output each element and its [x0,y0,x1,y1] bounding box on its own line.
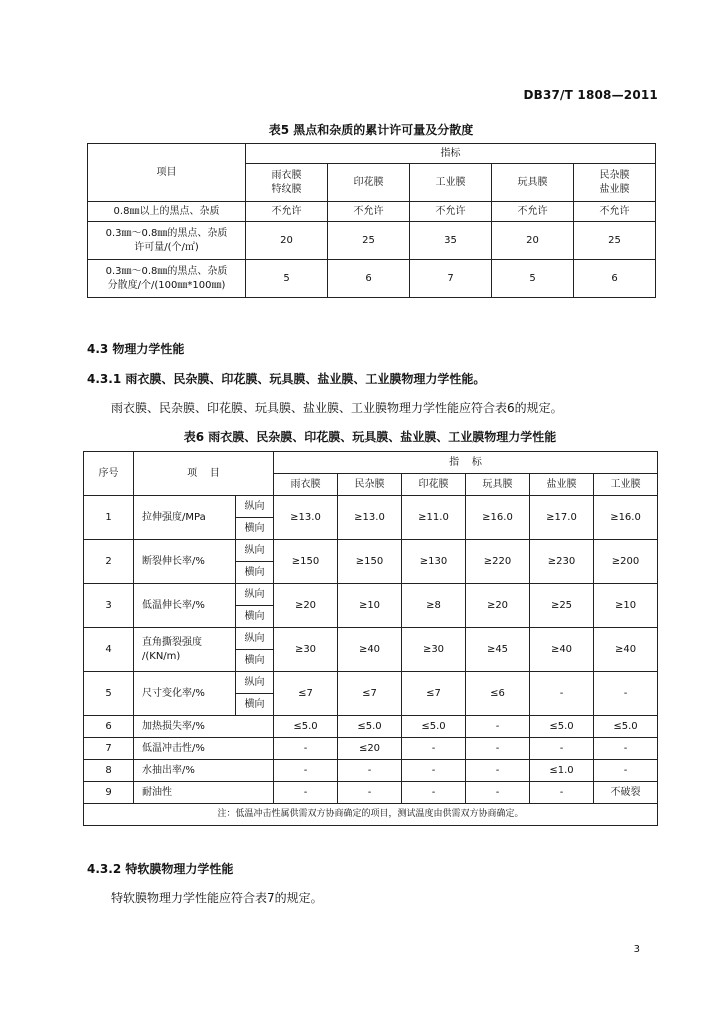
table6-row-number: 5 [84,672,134,716]
table6-direction-longitudinal: 纵向 [236,496,274,518]
table6-cell: ≥130 [402,540,466,584]
table5-col-header: 工业膜 [410,164,492,202]
table6-cell: - [466,738,530,760]
table6-cell: ≥16.0 [466,496,530,540]
table6-cell: ≥17.0 [530,496,594,540]
table5 [87,143,656,298]
table6-direction-longitudinal: 纵向 [236,672,274,694]
table6-row-label: 断裂伸长率/% [134,540,236,584]
table5-cell: 不允许 [410,202,492,222]
table6 [83,451,658,826]
table6-direction-transverse: 横向 [236,562,274,584]
table6-index-header: 指 标 [274,452,658,474]
table-row [88,202,656,222]
table5-cell: 不允许 [328,202,410,222]
section-4-3-2-body: 特软膜物理力学性能应符合表7的规定。 [111,891,323,905]
table5-cell: 不允许 [574,202,656,222]
section-4-3-1-body: 雨衣膜、民杂膜、印花膜、玩具膜、盐业膜、工业膜物理力学性能应符合表6的规定。 [111,401,563,415]
table6-cell: ≥40 [530,628,594,672]
section-4-3-1-heading: 4.3.1 雨衣膜、民杂膜、印花膜、玩具膜、盐业膜、工业膜物理力学性能。 [87,372,486,386]
table6-caption: 表6 雨衣膜、民杂膜、印花膜、玩具膜、盐业膜、工业膜物理力学性能 [183,430,557,444]
table6-direction-transverse: 横向 [236,518,274,540]
standard-number: DB37/T 1808—2011 [523,88,658,102]
table6-row-number: 9 [84,782,134,804]
table6-col-header: 工业膜 [594,474,658,496]
table6-row-label: 加热损失率/% [134,716,274,738]
table6-cell: ≥8 [402,584,466,628]
table6-cell: ≥30 [274,628,338,672]
table5-cell: 不允许 [492,202,574,222]
table6-row-label: 低温伸长率/% [134,584,236,628]
table6-col-header: 玩具膜 [466,474,530,496]
table6-cell: - [466,716,530,738]
table6-cell: - [274,760,338,782]
table6-cell: ≥150 [338,540,402,584]
table5-cell: 6 [328,260,410,298]
table-row [84,628,658,650]
table6-cell: ≤5.0 [530,716,594,738]
table5-cell: 25 [574,222,656,260]
table5-row-label: 0.3㎜～0.8㎜的黑点、杂质 许可量/(个/㎡) [88,222,246,260]
table6-cell: - [594,672,658,716]
table6-cell: ≤5.0 [402,716,466,738]
table6-cell: - [466,782,530,804]
table6-row-label: 直角撕裂强度 /(KN/m) [134,628,236,672]
table6-row-label: 耐油性 [134,782,274,804]
table6-col-header: 民杂膜 [338,474,402,496]
table6-col-header: 雨衣膜 [274,474,338,496]
table6-cell: ≥10 [338,584,402,628]
table5-col-header: 民杂膜 盐业膜 [574,164,656,202]
table6-cell: ≥150 [274,540,338,584]
table5-col-header: 玩具膜 [492,164,574,202]
table6-col-header: 印花膜 [402,474,466,496]
table6-cell: ≥20 [274,584,338,628]
page-number: 3 [633,944,640,955]
section-4-3-heading: 4.3 物理力学性能 [87,342,185,356]
table6-row-label: 低温冲击性/% [134,738,274,760]
table6-row-number: 6 [84,716,134,738]
table6-direction-transverse: 横向 [236,650,274,672]
table-row [84,672,658,694]
table6-direction-longitudinal: 纵向 [236,540,274,562]
table6-direction-transverse: 横向 [236,694,274,716]
table6-row-number: 8 [84,760,134,782]
table6-cell: ≥230 [530,540,594,584]
table6-cell: ≤1.0 [530,760,594,782]
table6-cell: - [402,782,466,804]
table-row [84,540,658,562]
section-4-3-2-heading: 4.3.2 特软膜物理力学性能 [87,862,234,876]
table6-cell: ≤6 [466,672,530,716]
table6-cell: ≥40 [338,628,402,672]
table-row [84,716,658,738]
table6-cell: ≥11.0 [402,496,466,540]
table6-cell: - [274,738,338,760]
table-row [84,782,658,804]
table5-col-header: 印花膜 [328,164,410,202]
table5-cell: 不允许 [246,202,328,222]
table6-cell: ≤5.0 [338,716,402,738]
table-row [88,260,656,298]
table6-cell: ≤5.0 [594,716,658,738]
table6-row-number: 7 [84,738,134,760]
table-row [88,222,656,260]
table6-cell: ≤20 [338,738,402,760]
table6-row-label: 尺寸变化率/% [134,672,236,716]
table6-cell: ≥30 [402,628,466,672]
table6-cell: - [402,738,466,760]
table6-cell: - [594,738,658,760]
table5-cell: 5 [246,260,328,298]
table6-cell: ≤7 [338,672,402,716]
table6-cell: ≤7 [274,672,338,716]
table6-row-number: 2 [84,540,134,584]
table5-cell: 20 [492,222,574,260]
table5-col-header: 雨衣膜 特纹膜 [246,164,328,202]
table6-cell: ≥16.0 [594,496,658,540]
table5-row-label: 0.8㎜以上的黑点、杂质 [88,202,246,222]
table5-cell: 20 [246,222,328,260]
table6-row-label: 拉伸强度/MPa [134,496,236,540]
table6-cell: ≥40 [594,628,658,672]
table6-direction-transverse: 横向 [236,606,274,628]
table6-direction-longitudinal: 纵向 [236,628,274,650]
table-row [84,804,658,826]
table-row [84,496,658,518]
table6-cell: ≥25 [530,584,594,628]
table5-caption: 表5 黑点和杂质的累计许可量及分散度 [268,123,474,137]
table6-row-number: 3 [84,584,134,628]
table6-cell: ≥13.0 [274,496,338,540]
table6-cell: - [594,760,658,782]
table5-cell: 25 [328,222,410,260]
table5-item-header: 项目 [88,144,246,202]
table6-cell: - [338,760,402,782]
table6-cell: ≥20 [466,584,530,628]
table6-cell: 不破裂 [594,782,658,804]
table5-cell: 7 [410,260,492,298]
table6-seq-header: 序号 [84,452,134,496]
table6-cell: ≤5.0 [274,716,338,738]
table6-cell: - [530,672,594,716]
table6-col-header: 盐业膜 [530,474,594,496]
table6-cell: - [530,782,594,804]
table-row [84,584,658,606]
table6-note: 注：低温冲击性属供需双方协商确定的项目，测试温度由供需双方协商确定。 [84,804,658,826]
table5-row-label: 0.3㎜～0.8㎜的黑点、杂质 分散度/个/(100㎜*100㎜) [88,260,246,298]
table6-item-header: 项 目 [134,452,274,496]
table6-direction-longitudinal: 纵向 [236,584,274,606]
table6-cell: - [530,738,594,760]
table-row [84,760,658,782]
table5-index-header: 指标 [246,144,656,164]
table5-cell: 35 [410,222,492,260]
table5-cell: 5 [492,260,574,298]
table6-cell: ≥13.0 [338,496,402,540]
table6-cell: ≥200 [594,540,658,584]
table-row [84,738,658,760]
table6-cell: - [402,760,466,782]
table5-cell: 6 [574,260,656,298]
table6-row-label: 水抽出率/% [134,760,274,782]
table6-row-number: 4 [84,628,134,672]
table6-cell: ≥45 [466,628,530,672]
table6-cell: - [338,782,402,804]
table6-cell: ≥220 [466,540,530,584]
table6-cell: - [274,782,338,804]
table6-cell: - [466,760,530,782]
table6-cell: ≤7 [402,672,466,716]
table6-row-number: 1 [84,496,134,540]
table6-cell: ≥10 [594,584,658,628]
